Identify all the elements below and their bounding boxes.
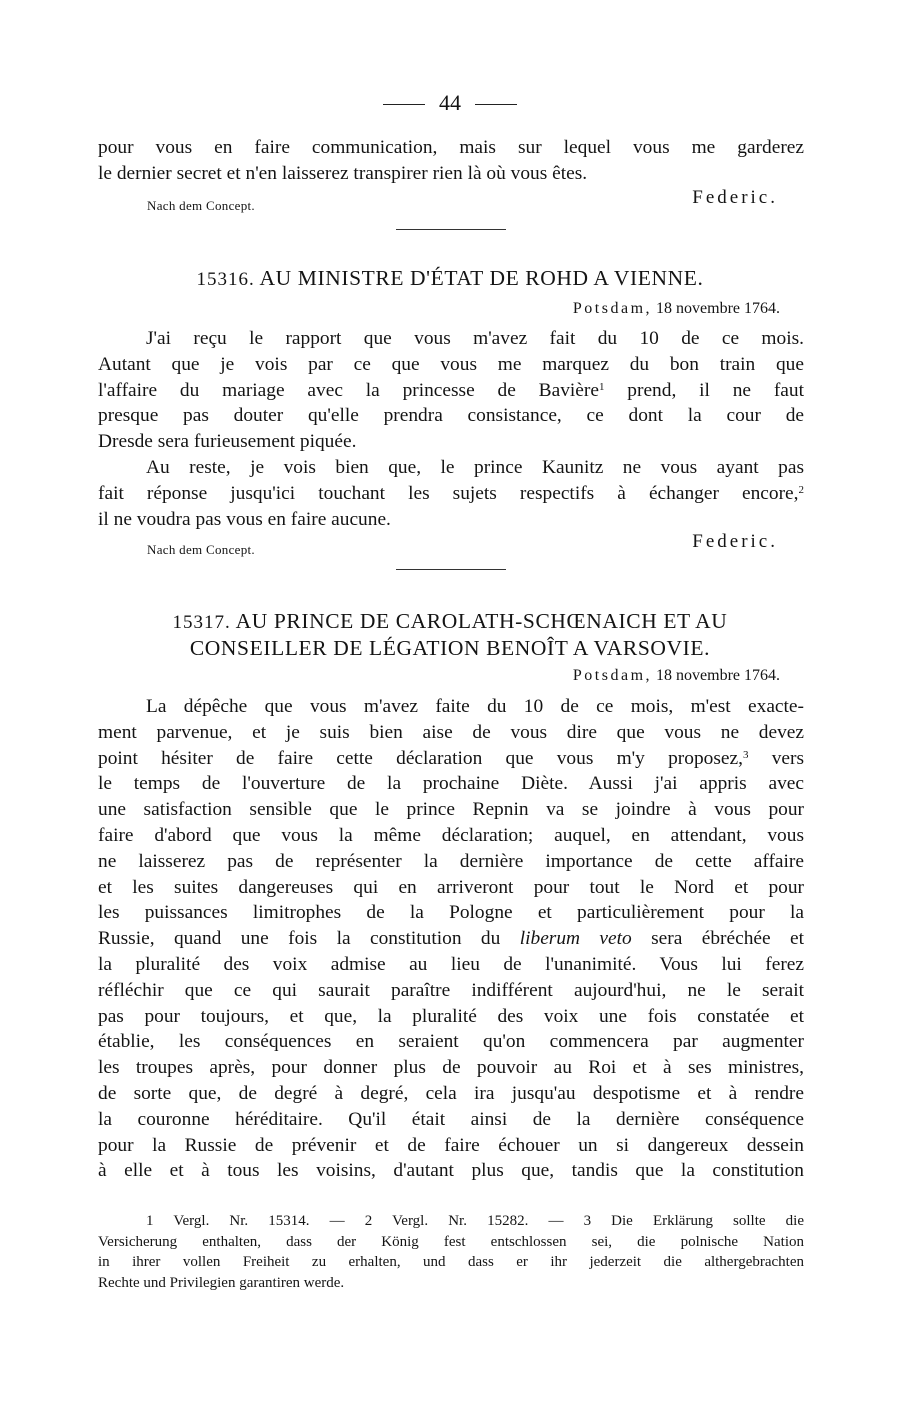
date-place: Potsdam, (572, 300, 653, 317)
text-line: Au reste, je vois bien que, le prince Kaunitz ne vous ayant pas (146, 456, 804, 478)
letter-paragraph (98, 326, 804, 532)
text-fragment: prend, il ne faut (604, 379, 804, 401)
text-line: ment parvenue, et je suis bien aise de vous dire que vous ne devez (98, 721, 804, 743)
text-line: pas pour toujours, et que, la pluralité des voix une fois constatée et (98, 1005, 804, 1027)
footnote-mark: 2 (798, 483, 804, 496)
footnote-line: in ihrer vollen Freiheit zu erhalten, und dass er ihr jederzeit die althergebrachten (98, 1254, 804, 1270)
letter-number: 15316. (196, 269, 255, 290)
footnote-line: Versicherung enthalten, dass der König fest entschlossen sei, die polnische Nation (98, 1233, 804, 1250)
date-text: 18 novembre 1764. (656, 667, 780, 684)
text-line: ne laisserez pas de représenter la dernière importance de cette affaire (98, 850, 804, 872)
text-line (98, 378, 804, 404)
text-line: la couronne héréditaire. Qu'il était ainsi de la dernière conséquence (98, 1108, 804, 1130)
text-line: J'ai reçu le rapport que vous m'avez fait du 10 de ce mois. (146, 328, 804, 349)
text-line: Dresde sera furieusement piquée. (98, 431, 357, 453)
footnote-mark: 3 (742, 748, 749, 761)
text-line: presque pas douter qu'elle prendra consistance, ce dont la cour de (98, 405, 804, 427)
text-line: Autant que je vois par ce que vous me marquez du bon train que (98, 353, 804, 375)
section-divider (396, 229, 506, 230)
page-header (0, 90, 900, 116)
footnote-line: 1 Vergl. Nr. 15314. — 2 Vergl. Nr. 15282. — 3 Die Erklärung sollte die (146, 1213, 804, 1229)
text-line: La dépêche que vous m'avez faite du 10 de ce mois, m'est exacte- (146, 696, 804, 717)
section-divider (396, 569, 506, 570)
text-line: le dernier secret et n'en laisserez transpirer rien là où vous êtes. (98, 162, 588, 184)
signature: Federic. (692, 187, 778, 208)
text-line: établie, les conséquences en seraient qu'on commencera par augmenter (98, 1031, 804, 1053)
text-fragment: Russie, quand une fois la constitution du (98, 928, 520, 950)
concept-note: Nach dem Concept. (147, 542, 255, 557)
text-line: réfléchir que ce qui saurait paraître indifférent aujourd'hui, ne le serait (98, 979, 804, 1001)
text-line: et les suites dangereuses qui en arriveront pour tout le Nord et pour (98, 876, 804, 898)
date-text: 18 novembre 1764. (656, 300, 780, 317)
concept-note: Nach dem Concept. (147, 198, 255, 213)
footnotes (98, 1211, 804, 1293)
text-line: pour la Russie de prévenir et de faire échouer un si dangereux dessein (98, 1134, 804, 1156)
footnote-line: Rechte und Privilegien garantiren werde. (98, 1274, 345, 1291)
page-number: 44 (439, 90, 461, 115)
text-line: faire d'abord que vous la même déclaration; auquel, en attendant, vous (98, 824, 804, 846)
letter-heading-line2 (0, 636, 900, 661)
text-fragment: vers (748, 747, 804, 769)
text-line: à elle et à tous les voisins, d'autant plus que, tandis que la constitution (98, 1160, 804, 1182)
italic-term: liberum veto (519, 928, 632, 950)
letter-date (573, 667, 780, 685)
letter-number: 15317. (172, 612, 231, 633)
header-dash-right (475, 104, 517, 105)
text-line: le temps de l'ouverture de la prochaine Diète. Aussi j'ai appris avec (98, 773, 804, 795)
text-line: les puissances limitrophes de la Pologne et particulièrement pour la (98, 902, 804, 924)
text-line (98, 481, 804, 507)
continuation-paragraph (98, 135, 804, 187)
letter-heading (0, 266, 900, 291)
text-fragment: sera ébréchée et (631, 928, 804, 950)
text-fragment: fait réponse jusqu'ici touchant les sujets respectifs à échanger encore, (98, 482, 799, 504)
signature: Federic. (692, 531, 778, 552)
text-fragment: l'affaire du mariage avec la princesse de Bavière (98, 379, 599, 401)
letter-title: AU MINISTRE D'ÉTAT DE ROHD A VIENNE. (259, 266, 704, 290)
text-fragment: point hésiter de faire cette déclaration que vous m'y proposez, (98, 747, 743, 769)
letter-title-line: CONSEILLER DE LÉGATION BENOÎT A VARSOVIE. (189, 636, 711, 660)
header-dash-left (383, 104, 425, 105)
text-line: pour vous en faire communication, mais sur lequel vous me garderez (98, 137, 804, 158)
letter-date (573, 300, 780, 318)
footnote-mark: 1 (598, 380, 605, 393)
text-line (98, 926, 804, 952)
text-line: les troupes après, pour donner plus de pouvoir au Roi et à ses ministres, (98, 1057, 804, 1079)
text-line: de sorte que, de degré à degré, cela ira jusqu'au despotisme et à rendre (98, 1082, 804, 1104)
text-line: il ne voudra pas vous en faire aucune. (98, 508, 391, 530)
text-line: la pluralité des voix admise au lieu de l'unanimité. Vous lui ferez (98, 953, 804, 975)
text-line (98, 746, 804, 772)
letter-title-line: AU PRINCE DE CAROLATH-SCHŒNAICH ET AU (235, 609, 728, 633)
letter-paragraph (98, 694, 804, 1184)
date-place: Potsdam, (572, 667, 653, 684)
letter-heading (0, 609, 900, 634)
text-line: une satisfaction sensible que le prince Repnin va se joindre à vous pour (98, 799, 804, 821)
